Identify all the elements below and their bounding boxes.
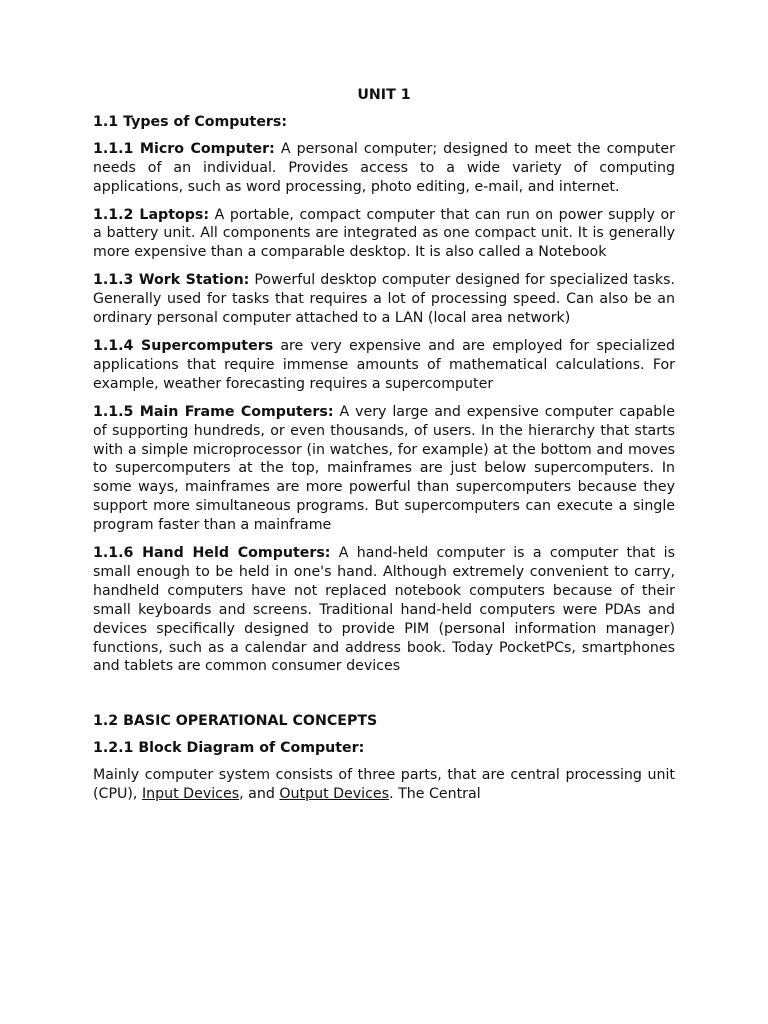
paragraph-text: . The Central [389,786,481,803]
paragraph-text: A portable, compact computer that can run on power supply or a battery unit. All components are integrated as one compact unit. It is generally more expensive than a comparable desktop. It is also called a Notebook [93,206,675,261]
paragraph-text: A personal computer; designed to meet the computer needs of an individual. Provides access to a wide variety of computing applications, such as word processing, photo editing, e-mail, and internet. [93,140,675,195]
document-content [93,86,675,813]
term-heading: 1.1.1 Micro Computer: [93,140,275,157]
section-heading-1-2: 1.2 BASIC OPERATIONAL CONCEPTS [93,713,378,730]
term-heading: 1.1.5 Main Frame Computers: [93,403,334,420]
section-heading-1-2-1: 1.2.1 Block Diagram of Computer: [93,740,365,757]
unit-title: UNIT 1 [357,87,411,103]
paragraph-text: , and [239,786,280,803]
term-heading: 1.1.4 Supercomputers [93,337,274,354]
input-devices-link[interactable]: Input Devices [141,786,240,803]
paragraph-work-station [93,271,675,328]
term-heading: 1.1.2 Laptops: [93,206,210,223]
term-heading: 1.1.3 Work Station: [93,272,250,289]
spacer [93,685,675,712]
paragraph-supercomputers [93,337,675,394]
paragraph-text: Mainly computer system consists of three parts, that are central processing unit (CPU), [93,767,675,803]
paragraph-block-diagram [93,766,675,804]
paragraph-text: A hand-held computer is a computer that is small enough to be held in one's hand. Although extremely convenient to carry, handheld computers have not replaced notebook computers because of their small keyboards and screens. Traditional hand-held computers were PDAs and devices specifically designed to provide PIM (personal information manager) functions, such as a calendar and address book. Today PocketPCs, smartphones and tablets are common consumer devices [93,545,675,675]
paragraph-hand-held [93,544,675,676]
section-heading-1-1: 1.1 Types of Computers: [93,113,288,130]
paragraph-micro-computer [93,140,675,197]
output-devices-link[interactable]: Output Devices [279,786,390,803]
paragraph-main-frame [93,403,675,535]
paragraph-text: A very large and expensive computer capable of supporting hundreds, or even thousands, of users. In the hierarchy that starts with a simple microprocessor (in watches, for example) at the bottom and moves to supercomputers at the top, mainframes are just below supercomputers. In some ways, mainframes are more powerful than supercomputers because they support more simultaneous programs. But supercomputers can execute a single program faster than a mainframe [93,403,675,534]
paragraph-text: are very expensive and are employed for specialized applications that require immense amounts of mathematical calculations. For example, weather forecasting requires a supercomputer [93,337,676,392]
paragraph-laptops [93,206,675,263]
term-heading: 1.1.6 Hand Held Computers: [93,545,331,562]
paragraph-text: Powerful desktop computer designed for specialized tasks. Generally used for tasks that requires a lot of processing speed. Can also be an ordinary personal computer attached to a LAN (local area network) [93,272,676,327]
